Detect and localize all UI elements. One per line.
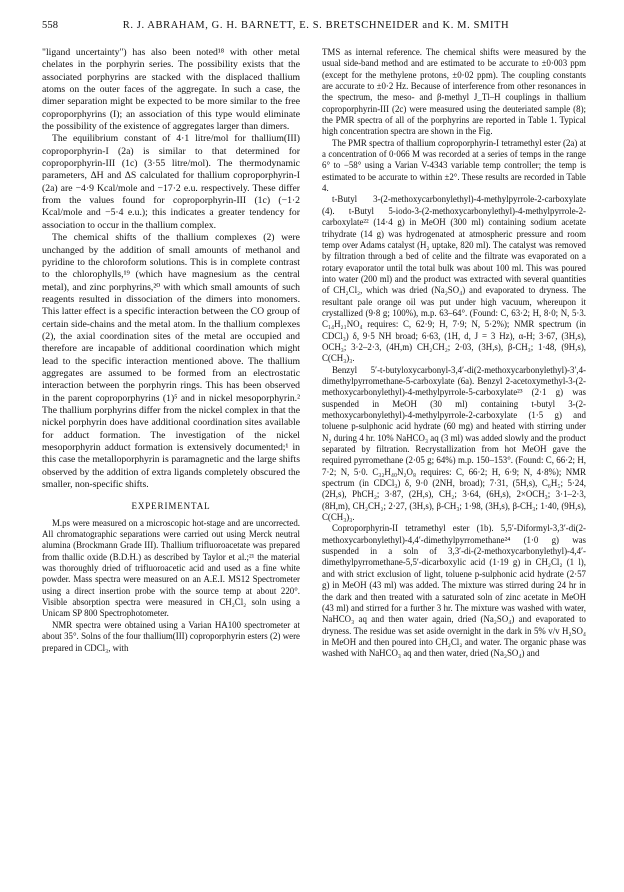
paragraph-chemical-shifts: The chemical shifts of the thallium complexes (2) were unchanged by the addition of small amounts of methanol and pyridine to the chloroform solutions. This is in complete contrast to the chlorophylls,¹⁹ (which have magnesium as the central metal), and zinc porphyrins,²⁰ with which small amounts of such reagents resulted in dissociation of the dimers into monomers. This latter effect is a specific interaction between the CO group of certain side-chains and the metal atom. In the thallium complexes (2), the axial coordination sites of the metal are occupied and therefore are incapable of additional coordination which might lead to the specific interaction mentioned above. The thallium aggregates are assumed to be formed from an electrostatic interaction between the porphyrin rings. This has been observed in the parent coproporphyrins (1)⁵ and in nickel mesoporphyrin.² The thallium porphyrins differ from the nickel complex in that the nickel porphyrin does have additional coordination sites available for adduct formation. The investigation of the nickel mesoporphyrin adduct formation is extensively documented;¹ in this case the metalloporphyrin is paramagnetic and the large shifts observed by the addition of extra ligands completely obscured the smaller, non-specific shifts. (42, 232, 300, 491)
paragraph-pyrrole-synthesis: t-Butyl 3-(2-methoxycarbonylethyl)-4-methylpyrrole-2-carboxylate (4). t-Butyl 5-iodo-3-(2-methoxycarbonylethyl)-4-methylpyrrole-2-carboxylate²² (14·4 g) in MeOH (300 ml) containing sodium acetate trihydrate (14 g) was hydrogenated at atmospheric pressure and room temp over Adams catalyst (H₂ uptake, 820 ml). The catalyst was removed by filtration through a bed of celite and the filtrate was evaporated on a rotary evaporator until the total bulk was about 100 ml. This was poured into water (200 ml) and the product was extracted with several quantities of CH₂Cl₂, which was dried (Na₂SO₄) and evaporated to dryness. The resultant pale orange oil was put under high vacuum, whereupon it crystallized (9·8 g; 100%), m.p. 63–64°. (Found: C, 63·2; H, 8·0; N, 5·3. C₁₄H₂₁NO₄ requires: C, 62·9; H, 7·9; N, 5·2%); NMR spectrum (in CDCl₃) δ, 9·5 NH broad; 6·63, (1H, d, J = 3 Hz), α-H; 3·67, (3H,s), OCH₃; 3·2–2·3, (4H,m) CH₂CH₂; 2·03, (3H,s), β-CH₃; 1·48, (9H,s), C(CH₃)₃. (322, 194, 586, 364)
paragraph-pmr-temperature: The PMR spectra of thallium coproporphyrin-I tetramethyl ester (2a) at a concentration of 0·066 M was recorded at a series of temps in the range 6° to −58° using a Varian V-4343 variable temp controller; the temp is estimated to be accurate to within ±2°. These results are recorded in Table 4. (322, 137, 586, 194)
left-column (42, 47, 300, 654)
running-head-authors: R. J. ABRAHAM, G. H. BARNETT, E. S. BRETSCHNEIDER and K. M. SMITH (122, 20, 510, 31)
paragraph-equilibrium-constant: The equilibrium constant of 4·1 litre/mol for thallium(III) coproporphyrin-I (2a) is similar to that determined for coproporphyrin-III (1c) (3·55 litre/mol). The thermodynamic parameters, ΔH and ΔS calculated for thallium coproporphyrin-I (2a) are −4·9 Kcal/mole and −17·2 e.u. respectively. These differ from the values found for coproporphyrin-III (1c) (−1·2 Kcal/mole and −5·4 e.u.); this indicates a greater tendency for association to occur in the thallium complex. (42, 133, 300, 231)
experimental-block (42, 518, 300, 654)
running-header (42, 20, 590, 34)
right-column (322, 47, 586, 660)
paragraph-methods: M.ps were measured on a microscopic hot-stage and are uncorrected. All chromatographic separations were carried out using Merck neutral alumina (Brockmann Grade III). Thallium trifluoroacetate was prepared from thallic oxide (B.D.H.) as described by Taylor et al.;²¹ the material was thoroughly dried of trifluoroacetic acid and used as a fine white powder. Mass spectra were measured on an A.E.I. MS12 Spectrometer using a direct insertion probe with the source temp at about 220°. Visible absorption spectra were measured in CH₂Cl₂ soln using a Unicam SP 800 Spectrophotometer. (42, 517, 300, 619)
paragraph-tms-reference: TMS as internal reference. The chemical shifts were measured by the usual side-band method and are estimated to be accurate to ±0·003 ppm (except for the methylene protons, ±0·02 ppm). The coupling constants are accurate to ±0·2 Hz. Because of interference from other resonances in the spectrum, the meso- and β-methyl J_Tl–H couplings in thallium coproporphyrin-III (2c) were measured using the deuteriated sample (8); the PMR spectra of all of the porphyrins are reported in Table 1. Typical high concentration spectra are shown in the Fig. (322, 47, 586, 137)
paragraph-pyrromethane-synthesis: Benzyl 5′-t-butyloxycarbonyl-3,4′-di(2-methoxycarbonylethyl)-3′,4-dimethylpyrromethane-5-carboxylate (6a). Benzyl 2-acetoxymethyl-3-(2-methoxycarbonylethyl)-4-methylpyrrole-5-carboxylate²³ (2·1 g) was suspended in MeOH (30 ml) containing t-butyl 3-(2-methoxycarbonylethyl)-4-methylpyrrole-2-carboxylate (1·5 g) and toluene p-sulphonic acid hydrate (60 mg) and heated with stirring under N₂ during 4 hr. 10% NaHCO₃ aq (3 ml) was added slowly and the product separated by filtration. Recrystallization from hot MeOH gave the required pyrromethane (2·05 g; 64%) m.p. 150–153°. (Found: C, 66·2; H, 7·2; N, 5·0. C₃₂H₄₀N₂O₈ requires: C, 66·2; H, 6·9; N, 4·8%); NMR spectrum (in CDCl₃) δ, 9·0 (2NH, broad); 7·31, (5H,s), C₆H₅; 5·24, (2H,s), PhCH₂; 3·87, (2H,s), CH₂; 3·64, (6H,s), 2×OCH₃; 3·1–2·3, (8H,m), CH₂CH₂; 2·27, (3H,s), β-CH₃; 1·98, (3H,s), β-CH₃; 1·40, (9H,s), C(CH₃)₃. (322, 364, 586, 523)
page-number: 558 (42, 20, 59, 31)
paragraph-coproporphyrin-synthesis: Coproporphyrin-II tetramethyl ester (1b). 5,5′-Diformyl-3,3′-di(2-methoxycarbonylethyl)-4,4′-dimethylpyrromethane²⁴ (1·0 g) was suspended in a soln of 3,3′-di-(2-methoxycarbonylethyl)-4,4′-dimethylpyrromethane-5,5′-dicarboxylic acid (1·19 g) in CH₂Cl₂ (1 l), and with strict exclusion of light, toluene p-sulphonic acid hydrate (2·57 g) in MeOH (43 ml) was added. The mixture was stirred during 24 hr in the dark and then treated with a saturated soln of zinc acetate in MeOH (43 ml) and stirred for a further 3 hr. The mixture was washed with water, NaHCO₃ aq and then water again, dried (Na₂SO₄) and evaporated to dryness. The residue was set aside overnight in the dark in 5% v/v H₂SO₄ in MeOH and then poured into CH₂Cl₂ and water. The organic phase was washed with NaHCO₃ aq and then water, dried (Na₂SO₄) and (322, 523, 586, 659)
section-heading-experimental: EXPERIMENTAL (131, 501, 211, 512)
paragraph-ligand-uncertainty: "ligand uncertainty") has also been noted¹⁸ with other metal chelates in the porphyrin series. The possibility exists that the associated porphyrins are stacked with the displaced thallium atoms on the outer faces of the aggregate. In such a case, the dimer separation might be expected to be more similar to the free coproporphyrins (I); an association of this type would eliminate the possibility of the existence of aggregates larger than dimers. (42, 47, 300, 133)
paragraph-nmr-methods: NMR spectra were obtained using a Varian HA100 spectrometer at about 35°. Solns of the four thallium(III) coproporphyrin esters (2) were prepared in CDCl₃, with (42, 619, 300, 653)
